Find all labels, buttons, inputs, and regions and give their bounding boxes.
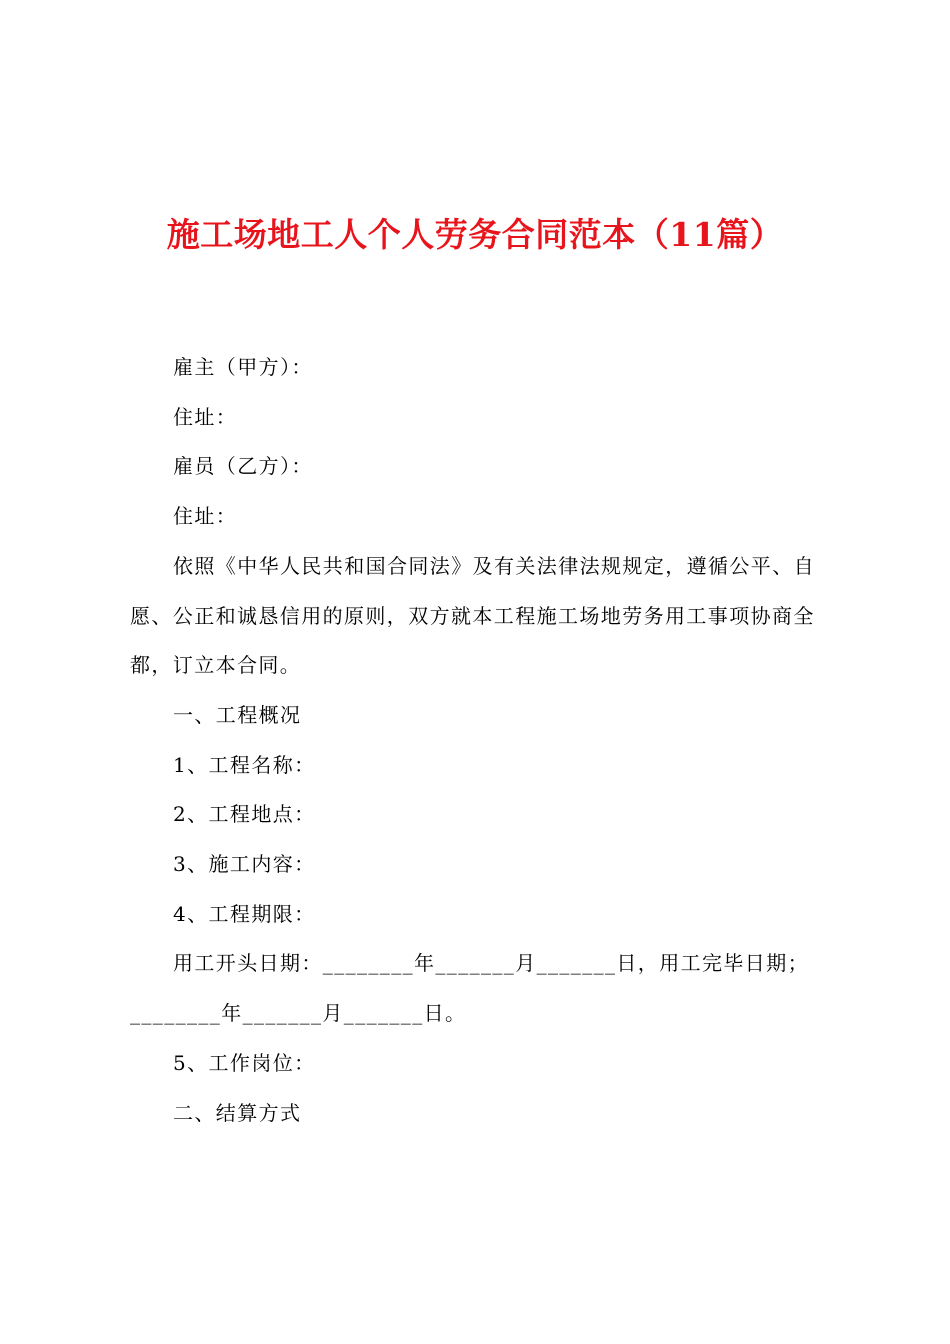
employee-line: 雇员（乙方）： — [173, 454, 313, 479]
section-heading-project-overview: 一、工程概况 — [173, 702, 302, 727]
project-period-line: 4、工程期限： — [173, 901, 316, 926]
construction-content-line: 3、施工内容： — [173, 852, 316, 877]
employer-line: 雇主（甲方）： — [173, 355, 313, 379]
document-body — [130, 343, 835, 1138]
employer-address-line: 住址： — [173, 404, 238, 429]
work-position-line: 5、工作岗位： — [173, 1050, 316, 1075]
section-heading-settlement: 二、结算方式 — [173, 1100, 302, 1125]
project-location-line: 2、工程地点： — [173, 802, 316, 827]
employee-address-line: 住址： — [173, 504, 238, 529]
employment-dates-paragraph: 用工开头日期：________年_______月_______日，用工完毕日期；________年_______月_______日。 — [130, 951, 809, 1026]
preamble-paragraph: 依照《中华人民共和国合同法》及有关法律法规规定，遵循公平、自愿、公正和诚恳信用的原则，双方就本工程施工场地劳务用工事项协商全都，订立本合同。 — [130, 553, 815, 678]
project-name-line: 1、工程名称： — [173, 752, 316, 777]
document-title: 施工场地工人个人劳务合同范本（11篇） — [166, 215, 784, 254]
